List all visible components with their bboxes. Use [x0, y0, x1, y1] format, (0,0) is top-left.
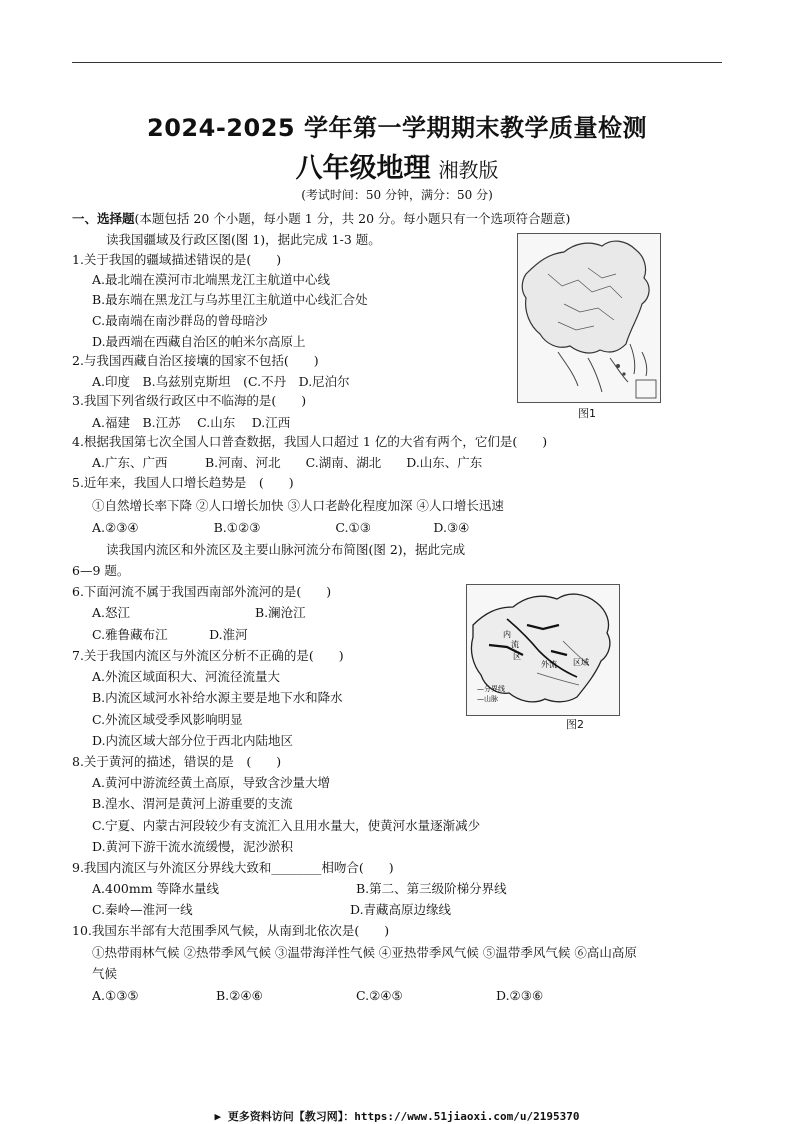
q5-options: A.②③④ B.①②③ C.①③ D.③④	[92, 520, 470, 535]
map-2-label-waili: 外流	[541, 660, 557, 669]
section-title: 一、选择题	[72, 211, 135, 226]
q10-option-d: D.②③⑥	[496, 988, 544, 1003]
q7-option-d: D.内流区域大部分位于西北内陆地区	[92, 733, 294, 748]
q7-option-c: C.外流区域受季风影响明显	[92, 712, 243, 727]
q1-option-a: A.最北端在漠河市北端黑龙江主航道中心线	[92, 272, 331, 287]
q10-option-b: B.②④⑥	[216, 988, 263, 1003]
map-2-inland-outflow-regions	[466, 584, 620, 716]
map-1-caption: 图1	[578, 407, 596, 420]
q3-options: A.福建 B.江苏 C.山东 D.江西	[92, 415, 291, 430]
reading-prompt-2-cont: 6—9 题。	[72, 563, 130, 578]
map-2-legend-mountain: —山脉	[477, 695, 498, 703]
q6-options-cd: C.雅鲁藏布江 D.淮河	[92, 627, 248, 642]
q1-option-c: C.最南端在南沙群岛的曾母暗沙	[92, 313, 268, 328]
exam-title: 2024-2025 学年第一学期期末教学质量检测	[147, 114, 647, 142]
map-2-label-nei: 内	[503, 630, 511, 639]
q10-option-a: A.①③⑤	[92, 988, 139, 1003]
reading-prompt-2: 读我国内流区和外流区及主要山脉河流分布简图(图 2)，据此完成	[106, 542, 466, 557]
map-2-label-qu: 区	[513, 652, 521, 661]
question-5: 5.近年来，我国人口增长趋势是 ( )	[72, 475, 294, 490]
edition-label: 湘教版	[438, 158, 499, 182]
q8-option-d: D.黄河下游干流水流缓慢，泥沙淤积	[92, 839, 294, 854]
q8-option-b: B.湟水、渭河是黄河上游重要的支流	[92, 796, 293, 811]
question-1: 1.关于我国的疆域描述错误的是( )	[72, 252, 282, 267]
map-2-caption: 图2	[566, 718, 584, 731]
q8-option-c: C.宁夏、内蒙古河段较少有支流汇入且用水量大，使黄河水量逐渐减少	[92, 818, 481, 833]
question-4: 4.根据我国第七次全国人口普查数据，我国人口超过 1 亿的大省有两个，它们是( )	[72, 434, 548, 449]
q1-option-d: D.最西端在西藏自治区的帕米尔高原上	[92, 334, 306, 349]
footer-link[interactable]: ▶ 更多资料访问【教习网】：https://www.51jiaoxi.com/u/2195370	[214, 1110, 580, 1123]
q9-option-c: C.秦岭—淮河一线	[92, 902, 193, 917]
q4-options: A.广东、广西 B.河南、河北 C.湖南、湖北 D.山东、广东	[92, 455, 483, 470]
q6-options-ab: A.怒江 B.澜沧江	[92, 605, 306, 620]
q9-option-d: D.青藏高原边缘线	[350, 902, 452, 917]
map-2-legend-boundary: —分界线	[477, 685, 505, 693]
map-1-graphic	[518, 234, 660, 402]
question-7: 7.关于我国内流区与外流区分析不正确的是( )	[72, 648, 344, 663]
exam-info: (考试时间：50 分钟，满分：50 分)	[301, 188, 493, 202]
subject-label: 八年级地理	[295, 153, 431, 184]
q10-option-c: C.②④⑤	[356, 988, 403, 1003]
map-2-label-liu: 流	[511, 640, 519, 649]
question-3: 3.我国下列省级行政区中不临海的是( )	[72, 393, 307, 408]
q7-option-b: B.内流区域河水补给水源主要是地下水和降水	[92, 690, 343, 705]
header-rule	[72, 62, 722, 63]
reading-prompt-1: 读我国疆域及行政区图(图 1)，据此完成 1-3 题。	[106, 232, 381, 247]
question-2: 2.与我国西藏自治区接壤的国家不包括( )	[72, 353, 319, 368]
q10-statements: ①热带雨林气候 ②热带季风气候 ③温带海洋性气候 ④亚热带季风气候 ⑤温带季风气候 ⑥高山高原	[92, 945, 637, 960]
q9-option-b: B.第二、第三级阶梯分界线	[356, 881, 507, 896]
map-1-china-territory	[517, 233, 661, 403]
q8-option-a: A.黄河中游流经黄土高原，导致含沙量大增	[92, 775, 331, 790]
section-instructions: (本题包括 20 个小题，每小题 1 分，共 20 分。每小题只有一个选项符合题意)	[134, 211, 571, 226]
question-8: 8.关于黄河的描述，错误的是 ( )	[72, 754, 282, 769]
q7-option-a: A.外流区域面积大、河流径流量大	[92, 669, 281, 684]
q1-option-b: B.最东端在黑龙江与乌苏里江主航道中心线汇合处	[92, 292, 368, 307]
q10-statements-cont: 气候	[92, 966, 118, 981]
q9-option-a: A.400mm 等降水量线	[92, 881, 220, 896]
exam-subtitle	[0, 146, 794, 185]
question-9: 9.我国内流区与外流区分界线大致和________相吻合( )	[72, 860, 394, 875]
question-6: 6.下面河流不属于我国西南部外流河的是( )	[72, 584, 332, 599]
q5-statements: ①自然增长率下降 ②人口增长加快 ③人口老龄化程度加深 ④人口增长迅速	[92, 498, 504, 513]
section-heading	[72, 209, 570, 227]
q2-options: A.印度 B.乌兹别克斯坦 (C.不丹 D.尼泊尔	[92, 374, 350, 389]
question-10: 10.我国东半部有大范围季风气候，从南到北依次是( )	[72, 923, 390, 938]
map-2-graphic	[467, 585, 619, 715]
map-2-label-quyu: 区域	[573, 658, 589, 667]
